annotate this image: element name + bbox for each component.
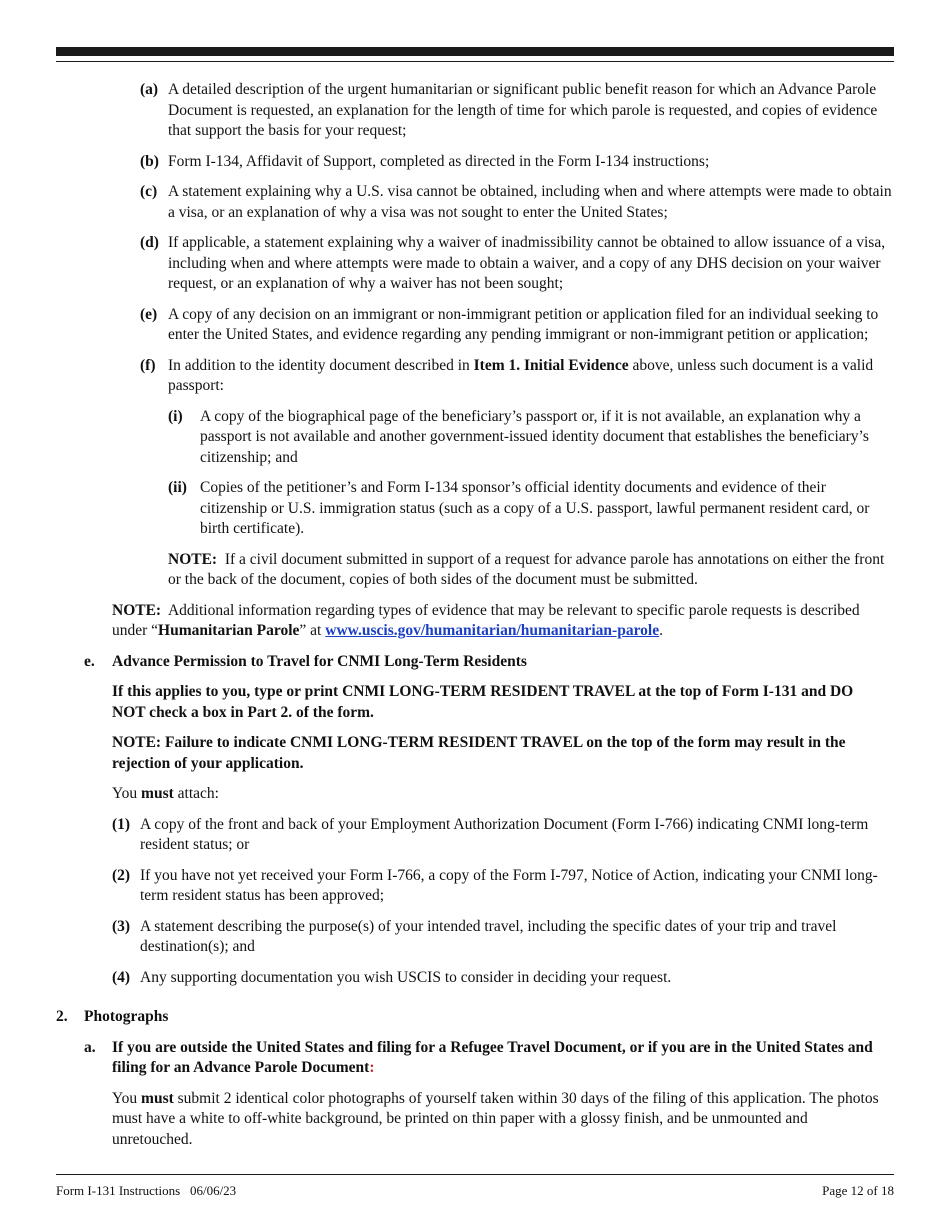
item-label: (e) [140,305,158,323]
note-text: If a civil document submitted in support of a request for advance parole has annotations on either the front or the back of the document, copies of both sides of the document must be submitted. [168,550,889,588]
list-item-f [140,356,896,397]
item-label: (a) [140,81,159,98]
heading-colon: : [369,1059,375,1076]
item-text: A copy of any decision on an immigrant or non-immigrant petition or application filed for an individual seeking to enter the United States, and evidence regarding any pending immigrant or non-immigrant petition or application; [168,305,879,343]
section-label: e. [84,652,95,670]
item-label: (3) [112,917,131,935]
section-label: 2. [56,1008,68,1025]
sub-list-item [168,407,894,469]
section-heading: Advance Permission to Travel for CNMI Long-Term Residents [112,652,527,670]
attach-bold: must [141,785,174,802]
section-e-heading [84,652,872,673]
list-item [112,917,880,958]
header-rule-thick [56,47,894,56]
footer-page-number: Page 12 of 18 [822,1183,894,1198]
note-humanitarian [112,601,872,642]
item-text-bold: Item 1. Initial Evidence [473,356,629,374]
section-2-heading [56,1007,864,1028]
header-rule-thin [56,61,894,62]
footer-rule [56,1174,894,1175]
list-item [112,968,880,989]
sub-item-text: A copy of the biographical page of the beneficiary’s passport or, if it is not available, an explanation why a passport is not available and another government-issued identity document that establishes the beneficiary’s citizenship; and [200,407,869,466]
item-text: A detailed description of the urgent humanitarian or significant public benefit reason for which an Advance Parole Document is requested, an explanation for the length of time for which parole is requested, and copies of evidence that support the basis for your request; [168,81,878,139]
item-text: A statement explaining why a U.S. visa cannot be obtained, including when and where attempts were made to obtain a visa, or an explanation of why a visa was not sought to enter the United States; [168,183,892,221]
cnmi-note: NOTE: Failure to indicate CNMI LONG-TERM RESIDENT TRAVEL on the top of the form may result in the rejection of your application. [112,734,846,772]
section-2a-heading [84,1038,882,1079]
page-content [0,80,950,1160]
section-heading: Photographs [84,1008,169,1025]
item-label: (c) [140,183,158,200]
note-text: ” at [299,622,326,639]
footer-form-info: Form I-131 Instructions 06/06/23 [56,1183,237,1198]
item-text: If you have not yet received your Form I-766, a copy of the Form I-797, Notice of Action, indicating your CNMI long-term resident status has been approved; [140,866,878,904]
item-text: If applicable, a statement explaining why a waiver of inadmissibility cannot be obtained to allow issuance of a visa, including when and where attempts were made to obtain a waiver, and a copy of any DHS decision on your waiver request, or an explanation of why a waiver has not been sought; [168,234,886,292]
humanitarian-parole-link[interactable]: www.uscis.gov/humanitarian/humanitarian-parole [325,622,660,639]
list-item [112,815,880,856]
item-text: A copy of the front and back of your Employment Authorization Document (Form I-766) indicating CNMI long-term resident status; or [140,815,869,853]
item-text: Any supporting documentation you wish USCIS to consider in deciding your request. [140,968,672,986]
attach-text: attach: [173,785,219,802]
photographs-body [112,1089,882,1151]
list-item [140,182,896,223]
note-label: NOTE: [168,550,218,568]
body-bold: must [141,1089,174,1107]
item-label: (2) [112,866,131,884]
attach-line [112,784,872,805]
item-text: Form I-134, Affidavit of Support, completed as directed in the Form I-134 instructions; [168,152,710,170]
list-item [140,305,896,346]
item-label: (1) [112,815,131,833]
note-text: Additional information regarding types of evidence that may be relevant to specific parole requests is described under “ [112,601,864,639]
list-item [140,80,896,142]
sub-item-text: Copies of the petitioner’s and Form I-134 sponsor’s official identity documents and evidence of their citizenship or U.S. immigration status (such as a copy of a U.S. passport, lawful permanent resident card, or birth certificate). [200,479,870,537]
note-text: . [659,622,663,639]
body-text: You [112,1089,142,1107]
list-item [112,866,880,907]
sub-list-item [168,478,894,540]
sub-item-label: (i) [168,407,183,425]
body-text: submit 2 identical color photographs of yourself taken within 30 days of the filing of this application. The photos must have a white to off-white background, be printed on thin paper with a glossy finish, and be unmounted and unretouched. [112,1089,879,1148]
item-label: (b) [140,152,159,170]
note-bold: Humanitarian Parole [158,622,300,639]
cnmi-instruction: If this applies to you, type or print CNMI LONG-TERM RESIDENT TRAVEL at the top of Form I-131 and DO NOT check a box in Part 2. of the form. [112,683,854,721]
list-item [140,152,896,173]
item-text: above, unless such document is a valid passport: [168,356,874,394]
item-text: In addition to the identity document described in [168,356,474,374]
item-text: A statement describing the purpose(s) of your intended travel, including the specific dates of your trip and travel destination(s); and [140,917,837,955]
item-label: (f) [140,356,156,374]
item-label: (4) [112,968,131,986]
item-label: (d) [140,234,159,251]
note-label: NOTE: [112,601,162,619]
section-label: a. [84,1038,96,1056]
note-civil-document [168,550,898,591]
list-item [140,233,896,295]
section-heading: If you are outside the United States and filing for a Refugee Travel Document, or if you are in the United States and filing for an Advance Parole Document [112,1038,873,1076]
sub-item-label: (ii) [168,479,187,496]
attach-text: You [112,785,142,802]
